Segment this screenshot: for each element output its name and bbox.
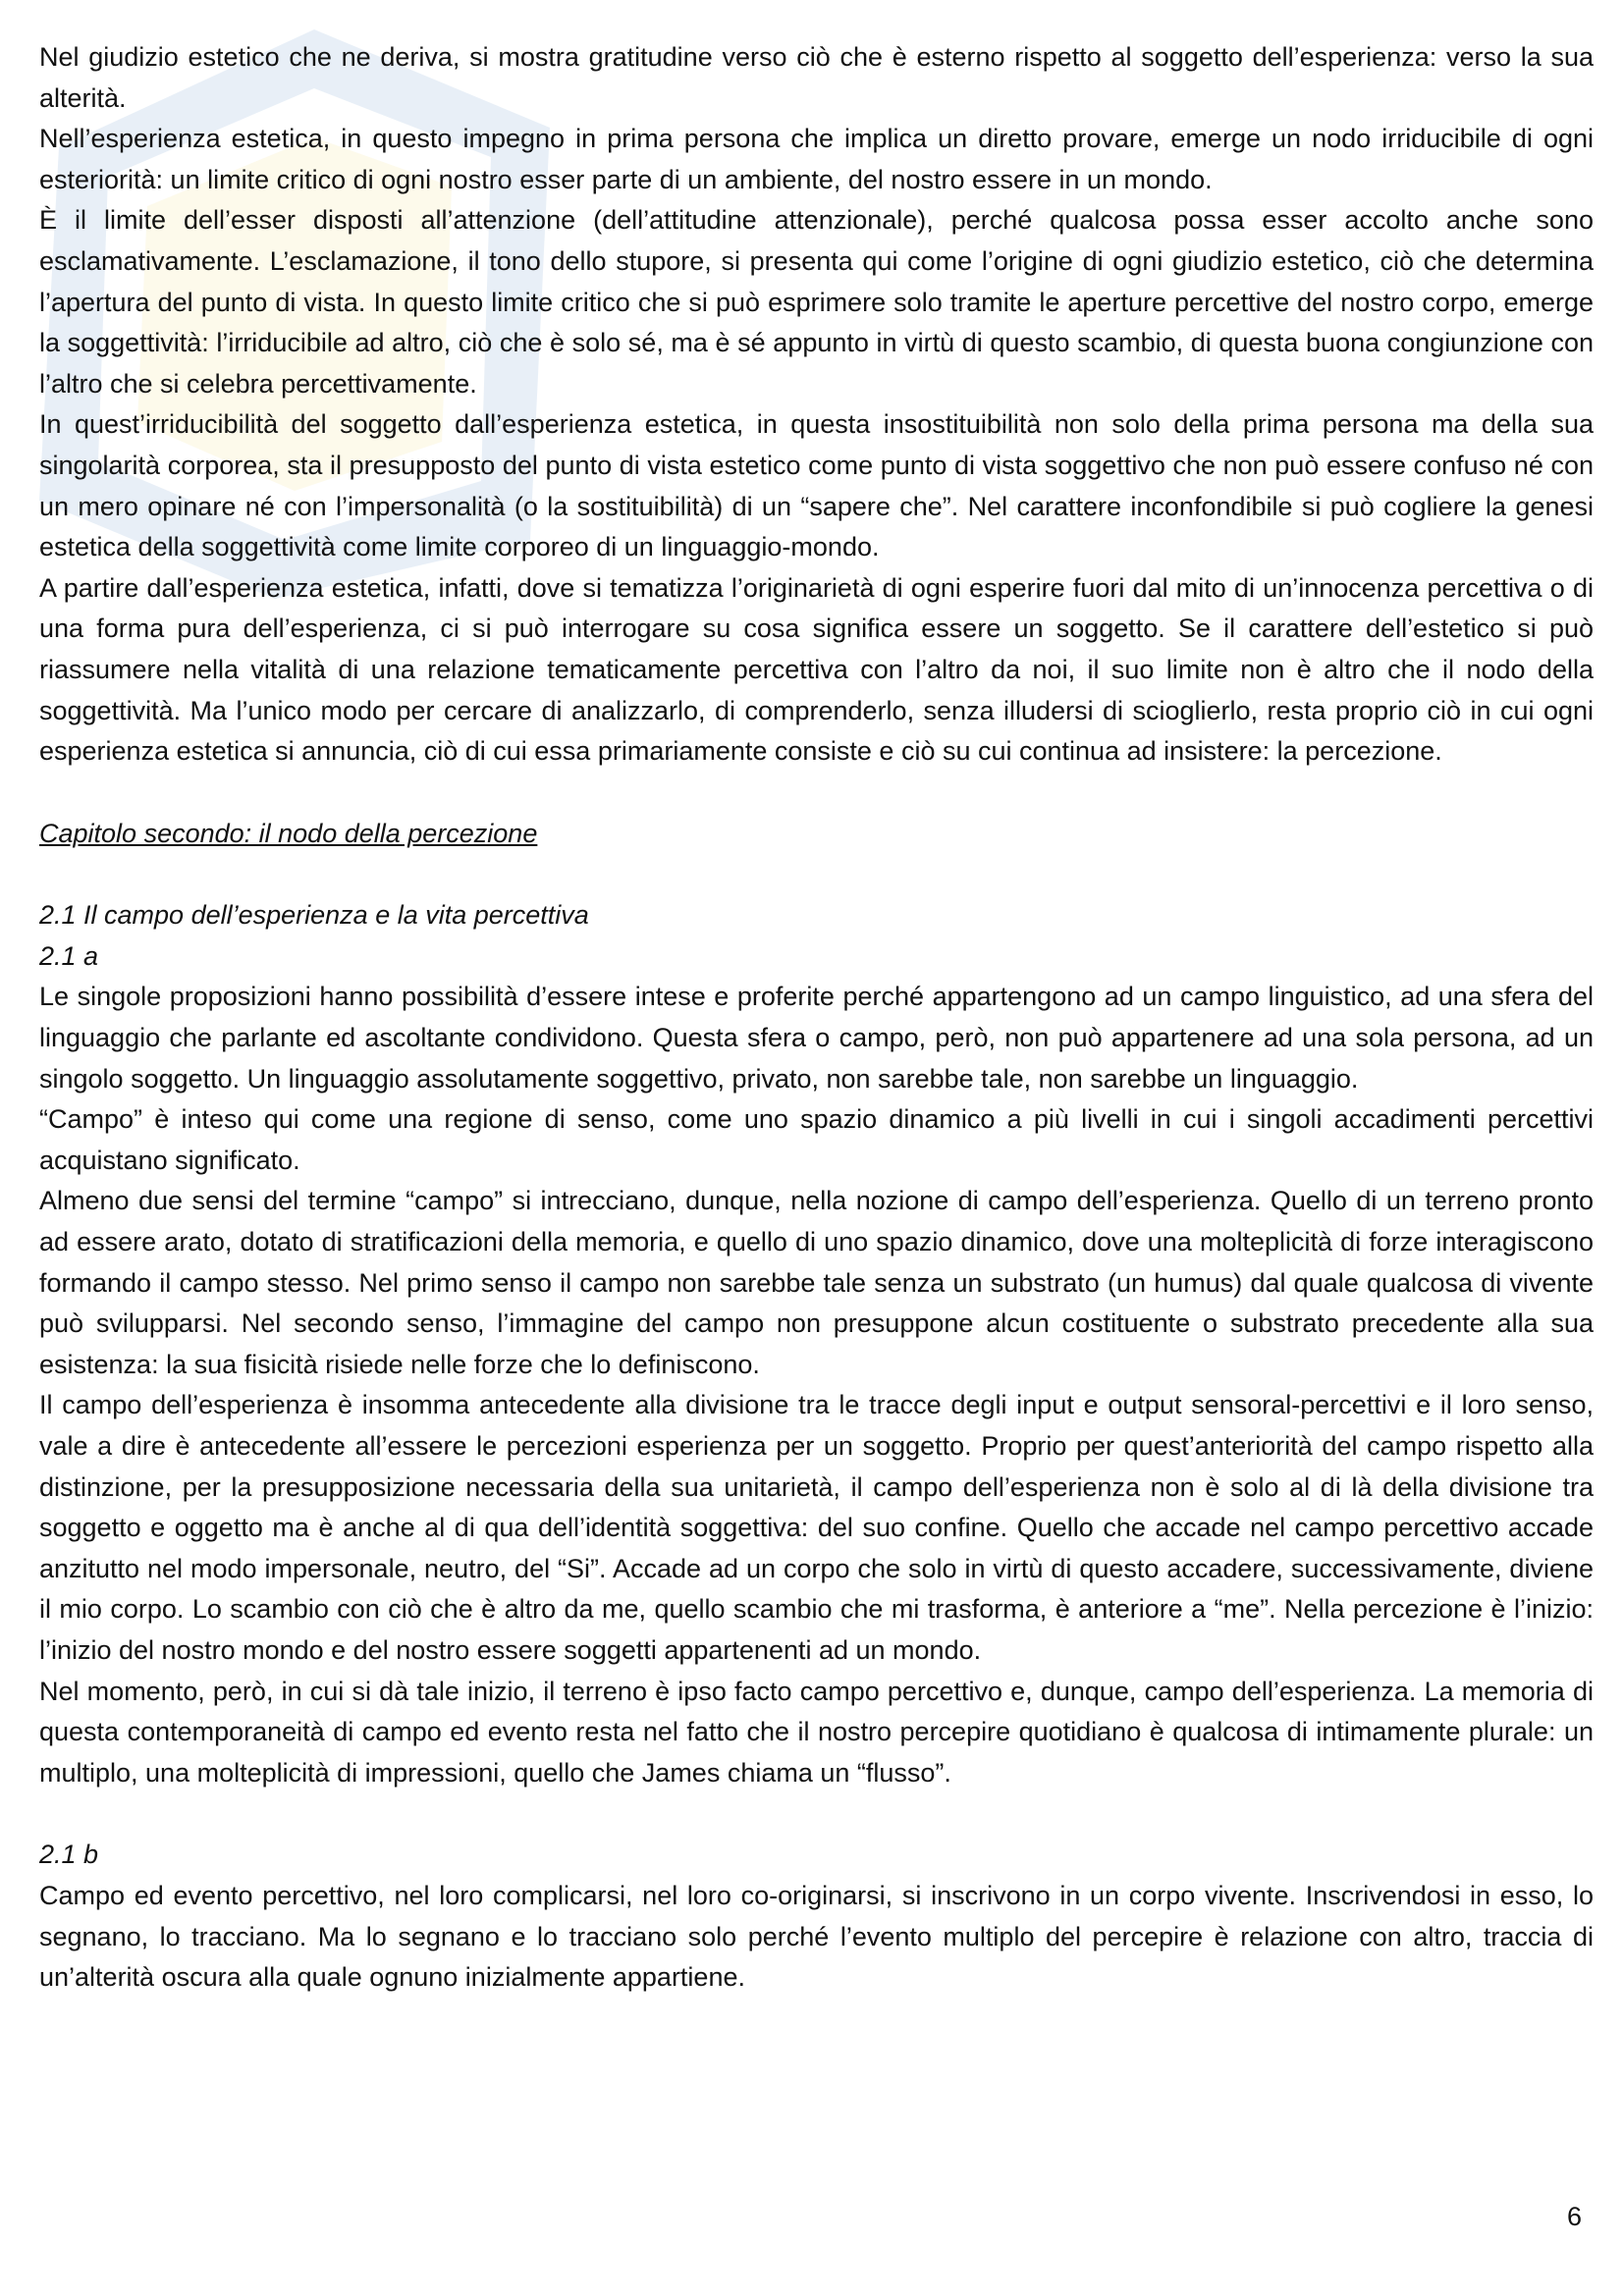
section-title: 2.1 Il campo dell’esperienza e la vita percettiva: [39, 900, 589, 931]
page-number: 6: [1566, 2202, 1582, 2231]
spacer: [39, 854, 1594, 895]
subsection-title-b: 2.1 b: [39, 1840, 99, 1870]
paragraph: A partire dall’esperienza estetica, infatti, dove si tematizza l’originarietà di ogni esperire fuori dal mito di un’innocenza percettiva o di una forma pura dell’esperienza, ci si può interrogare su cosa significa essere un soggetto. Se il carattere dell’estetico si può riassumere nella vitalità di una relazione tematicamente percettiva con l’altro da noi, il suo limite non è altro che il nodo della soggettività. Ma l’unico modo per cercare di analizzarlo, di comprenderlo, senza illudersi di scioglierlo, resta proprio ciò in cui ogni esperienza estetica si annuncia, ciò di cui essa primariamente consiste e ciò su cui continua ad insistere: la percezione.: [39, 572, 1594, 767]
subsection-title-a: 2.1 a: [39, 940, 99, 971]
paragraph: Le singole proposizioni hanno possibilità d’essere intese e proferite perché appartengono ad un campo linguistico, ad una sfera del linguaggio che parlante ed ascoltante condividono. Questa sfera o campo, però, non può appartenere ad una sola persona, ad un singolo soggetto. Un linguaggio assolutamente soggettivo, privato, non sarebbe tale, non sarebbe un linguaggio.: [39, 982, 1594, 1094]
paragraph: Nell’esperienza estetica, in questo impegno in prima persona che implica un diretto provare, emerge un nodo irriducibile di ogni esteriorità: un limite critico di ogni nostro esser parte di un ambiente, del nostro essere in un mondo.: [39, 124, 1594, 194]
paragraph: Campo ed evento percettivo, nel loro complicarsi, nel loro co-originarsi, si inscrivono in un corpo vivente. Inscrivendosi in esso, lo segnano, lo tracciano. Ma lo segnano e lo tracciano solo perché l’evento multiplo del percepire è relazione con altro, traccia di un’alterità oscura alla quale ognuno inizialmente appartiene.: [39, 1880, 1594, 1993]
spacer: [39, 773, 1594, 814]
paragraph: Nel momento, però, in cui si dà tale inizio, il terreno è ipso facto campo percettivo e, dunque, campo dell’esperienza. La memoria di questa contemporaneità di campo ed evento resta nel fatto che il nostro percepire quotidiano è qualcosa di intimamente plurale: un multiplo, una molteplicità di impressioni, quello che James chiama un “flusso”.: [39, 1676, 1594, 1788]
paragraph: Almeno due sensi del termine “campo” si intrecciano, dunque, nella nozione di campo dell’esperienza. Quello di un terreno pronto ad essere arato, dotato di stratificazioni della memoria, e quello di uno spazio dinamico, dove una molteplicità di forze interagiscono formando il campo stesso. Nel primo senso il campo non sarebbe tale senza un substrato (un humus) dal quale qualcosa di vivente può svilupparsi. Nel secondo senso, l’immagine del campo non presuppone alcun costituente o substrato precedente alla sua esistenza: la sua fisicità risiede nelle forze che lo definiscono.: [39, 1186, 1594, 1379]
paragraph: Nel giudizio estetico che ne deriva, si mostra gratitudine verso ciò che è esterno rispetto al soggetto dell’esperienza: verso la sua alterità.: [39, 42, 1594, 113]
paragraph: “Campo” è inteso qui come una regione di senso, come uno spazio dinamico a più livelli in cui i singoli accadimenti percettivi acquistano significato.: [39, 1104, 1594, 1175]
paragraph: Il campo dell’esperienza è insomma antecedente alla divisione tra le tracce degli input e output sensoral-percettivi e il loro senso, vale a dire è antecedente all’essere le percezioni esperienza per un soggetto. Proprio per quest’anteriorità del campo rispetto alla distinzione, per la presupposizione necessaria della sua unitarietà, il campo dell’esperienza non è solo al di là della divisione tra soggetto e oggetto ma è anche al di qua dell’identità soggettiva: del suo confine. Quello che accade nel campo percettivo accade anzitutto nel modo impersonale, neutro, del “Si”. Accade ad un corpo che solo in virtù di questo accadere, successivamente, diviene il mio corpo. Lo scambio con ciò che è altro da me, quello scambio che mi trasforma, è anteriore a “me”. Nella percezione è l’inizio: l’inizio del nostro mondo e del nostro essere soggetti appartenenti ad un mondo.: [39, 1390, 1594, 1665]
paragraph: In quest’irriducibilità del soggetto dall’esperienza estetica, in questa insostituibilità non solo della prima persona ma della sua singolarità corporea, sta il presupposto del punto di vista estetico come punto di vista soggettivo che non può essere confuso né con un mero opinare né con l’impersonalità (o la sostituibilità) di un “sapere che”. Nel carattere inconfondibile si può cogliere la genesi estetica della soggettività come limite corporeo di un linguaggio-mondo.: [39, 409, 1594, 562]
spacer: [39, 1793, 1594, 1835]
paragraph: È il limite dell’esser disposti all’attenzione (dell’attitudine attenzionale), perché qualcosa possa esser accolto anche sono esclamativamente. L’esclamazione, il tono dello stupore, si presenta qui come l’origine di ogni giudizio estetico, ciò che determina l’apertura del punto di vista. In questo limite critico che si può esprimere solo tramite le aperture percettive del nostro corpo, emerge la soggettività: l’irriducibile ad altro, ciò che è solo sé, ma è sé appunto in virtù di questo scambio, di questa buona congiunzione con l’altro che si celebra percettivamente.: [39, 205, 1594, 399]
chapter-title: Capitolo secondo: il nodo della percezione: [39, 818, 538, 848]
document-page: [39, 37, 1594, 1999]
